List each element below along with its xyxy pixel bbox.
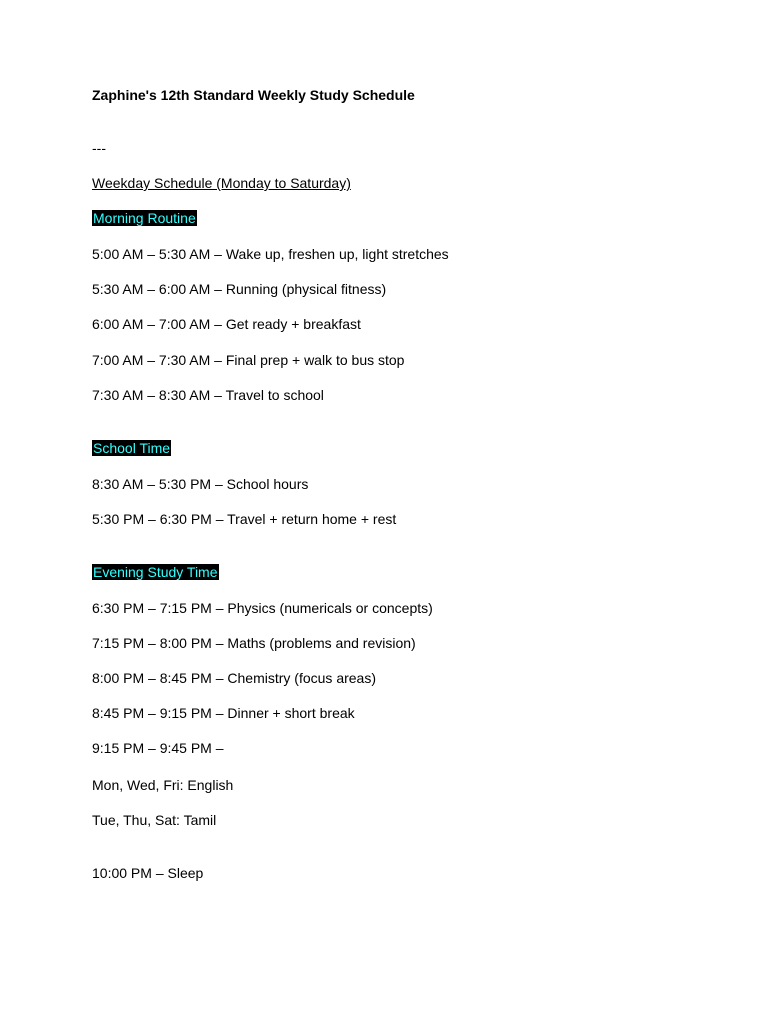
evening-item: 8:45 PM – 9:15 PM – Dinner + short break [92,705,355,721]
section-heading: Weekday Schedule (Monday to Saturday) [92,175,351,191]
morning-item: 7:30 AM – 8:30 AM – Travel to school [92,387,324,403]
evening-item: 8:00 PM – 8:45 PM – Chemistry (focus areas) [92,670,376,686]
evening-heading-highlight: Evening Study Time [93,564,218,580]
morning-item: 7:00 AM – 7:30 AM – Final prep + walk to bus stop [92,352,405,368]
evening-item: 6:30 PM – 7:15 PM – Physics (numericals or concepts) [92,600,433,616]
school-item: 5:30 PM – 6:30 PM – Travel + return home + rest [92,511,397,527]
evening-item: 9:15 PM – 9:45 PM – [92,740,224,756]
morning-item: 5:30 AM – 6:00 AM – Running (physical fitness) [92,281,387,297]
morning-heading-highlight: Morning Routine [93,210,196,226]
school-heading [92,440,171,457]
sleep-line: 10:00 PM – Sleep [92,865,204,881]
school-item: 8:30 AM – 5:30 PM – School hours [92,476,309,492]
evening-heading [92,564,219,581]
separator: --- [92,140,106,156]
morning-heading [92,210,197,227]
morning-item: 6:00 AM – 7:00 AM – Get ready + breakfast [92,316,361,332]
evening-item: Tue, Thu, Sat: Tamil [92,812,217,828]
school-heading-highlight: School Time [93,440,171,456]
document-title: Zaphine's 12th Standard Weekly Study Schedule [92,87,415,103]
evening-item: Mon, Wed, Fri: English [92,777,234,793]
morning-item: 5:00 AM – 5:30 AM – Wake up, freshen up, light stretches [92,246,449,262]
evening-item: 7:15 PM – 8:00 PM – Maths (problems and revision) [92,635,416,651]
